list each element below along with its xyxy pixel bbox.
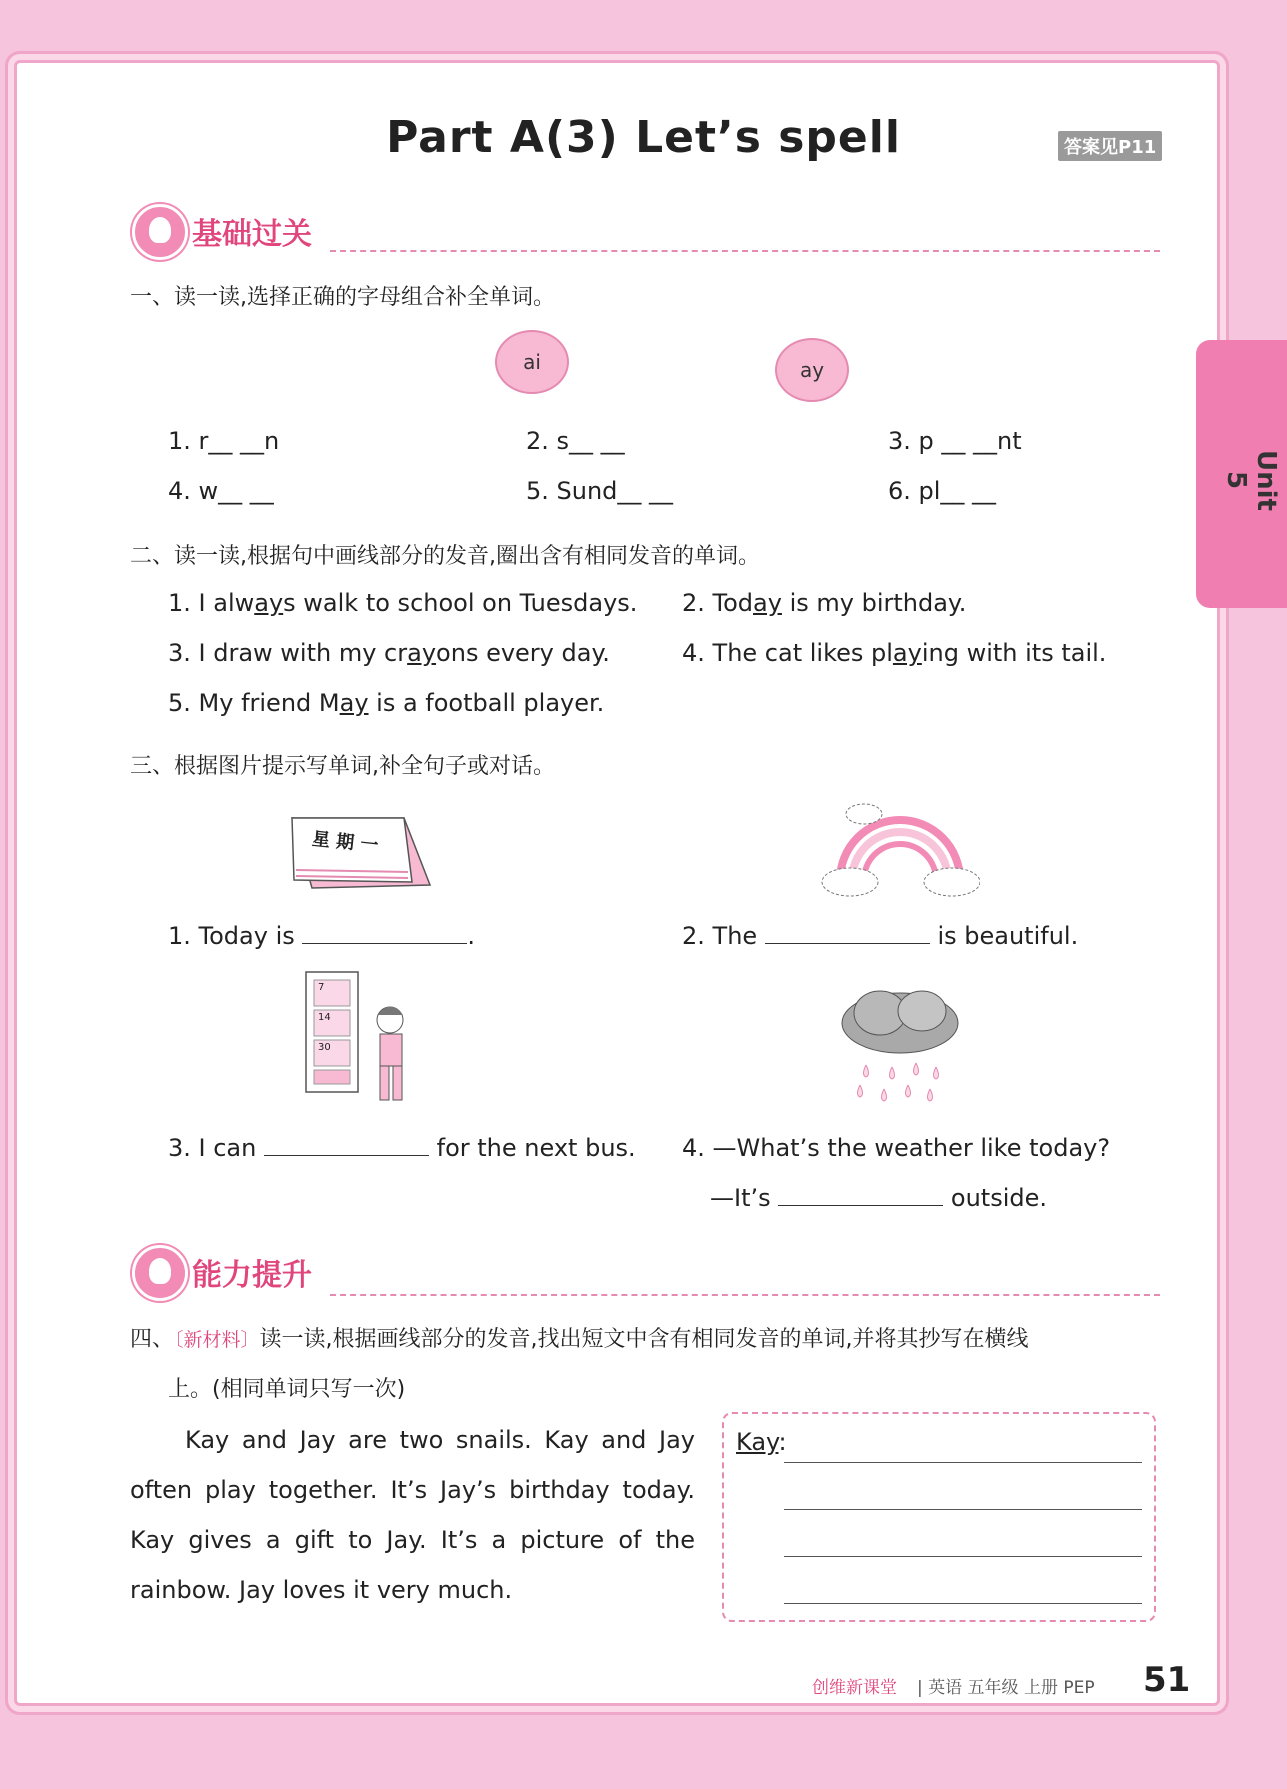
q2-prompt: 二、读一读,根据句中画线部分的发音,圈出含有相同发音的单词。 bbox=[130, 544, 760, 569]
q1-item-5[interactable]: 5. Sund__ __ bbox=[526, 477, 674, 505]
q3-1-blank[interactable] bbox=[302, 943, 467, 944]
q3-3-pre: 3. I can bbox=[168, 1134, 257, 1162]
unit-tab-label: Unit 5 bbox=[1221, 450, 1281, 511]
q2-s3-underline: ay bbox=[407, 639, 437, 667]
monkey-mascot-icon bbox=[132, 1245, 188, 1301]
q3-1-pre: 1. Today is bbox=[168, 922, 295, 950]
section-title-basic: 基础过关 bbox=[192, 217, 312, 252]
q1-item-6[interactable]: 6. pl__ __ bbox=[888, 477, 997, 505]
q2-sentence-2[interactable] bbox=[682, 589, 966, 617]
q3-4b-blank[interactable] bbox=[778, 1205, 943, 1206]
q1-item-1[interactable]: 1. r__ __n bbox=[168, 427, 280, 455]
q3-prompt: 三、根据图片提示写单词,补全句子或对话。 bbox=[130, 754, 555, 779]
timetable-num-1: 7 bbox=[318, 982, 325, 993]
section-divider bbox=[330, 250, 1160, 252]
q1-prompt: 一、读一读,选择正确的字母组合补全单词。 bbox=[130, 285, 555, 310]
snail-shell-ay: ay bbox=[775, 338, 849, 402]
unit-tab[interactable] bbox=[1196, 340, 1287, 608]
answer-line-2[interactable] bbox=[784, 1509, 1142, 1510]
q2-s1-underline: ay bbox=[254, 589, 284, 617]
q2-s4-underline: ay bbox=[892, 639, 922, 667]
q2-s3-pre: 3. I draw with my cr bbox=[168, 639, 408, 667]
q2-s5-underline: ay bbox=[339, 689, 369, 717]
calendar-text: 星 期 一 bbox=[310, 828, 380, 857]
q2-sentence-3[interactable] bbox=[168, 639, 610, 667]
answer-box-label-kay: Kay bbox=[736, 1428, 779, 1456]
page-title: Part A(3) Let’s spell bbox=[386, 112, 901, 163]
q3-1-post: . bbox=[467, 922, 476, 950]
q1-item-3[interactable]: 3. p __ __nt bbox=[888, 427, 1022, 455]
q3-2-post: is beautiful. bbox=[937, 922, 1079, 950]
q2-s3-post: ons every day. bbox=[436, 639, 610, 667]
section-title-advanced: 能力提升 bbox=[192, 1258, 312, 1293]
q4-prompt-text: 读一读,根据画线部分的发音,找出短文中含有相同发音的单词,并将其抄写在横线 bbox=[259, 1327, 1029, 1352]
q3-item-2[interactable] bbox=[682, 922, 1078, 950]
q3-3-post: for the next bus. bbox=[436, 1134, 636, 1162]
q3-4b-pre: —It’s bbox=[710, 1184, 771, 1212]
q3-2-pre: 2. The bbox=[682, 922, 758, 950]
footer-info: | 英语 五年级 上册 PEP bbox=[917, 1678, 1095, 1698]
q2-s1-pre: 1. I alw bbox=[168, 589, 255, 617]
q1-item-4[interactable]: 4. w__ __ bbox=[168, 477, 274, 505]
calendar-icon bbox=[282, 810, 432, 895]
page-number: 51 bbox=[1143, 1660, 1191, 1700]
q2-s1-post: s walk to school on Tuesdays. bbox=[283, 589, 638, 617]
reading-passage: Kay and Jay are two snails. Kay and Jay often play together. It’s Jay’s birthday today. Kay gives a gift to Jay. It’s a picture of the rainbow. Jay loves it very much. bbox=[130, 1426, 695, 1604]
answer-line-1[interactable] bbox=[784, 1462, 1142, 1463]
q2-s5-pre: 5. My friend M bbox=[168, 689, 340, 717]
answer-box-label-colon: : bbox=[778, 1428, 787, 1456]
q4-prefix: 四、 bbox=[130, 1327, 175, 1352]
snail-ai-icon bbox=[495, 330, 569, 394]
q3-3-blank[interactable] bbox=[264, 1155, 429, 1156]
q2-sentence-1[interactable] bbox=[168, 589, 637, 617]
q3-4b-post: outside. bbox=[950, 1184, 1048, 1212]
q1-item-2[interactable]: 2. s__ __ bbox=[526, 427, 625, 455]
q2-sentence-5[interactable] bbox=[168, 689, 604, 717]
q2-s2-pre: 2. Tod bbox=[682, 589, 754, 617]
q2-s4-pre: 4. The cat likes pl bbox=[682, 639, 893, 667]
answer-box-label bbox=[736, 1428, 787, 1456]
q2-sentence-4[interactable] bbox=[682, 639, 1106, 667]
bus-timetable-icon bbox=[304, 970, 414, 1110]
q3-item-1[interactable] bbox=[168, 922, 475, 950]
answer-box bbox=[722, 1412, 1156, 1622]
q4-prompt bbox=[130, 1322, 1029, 1353]
section-divider-2 bbox=[330, 1294, 1160, 1296]
answer-line-3[interactable] bbox=[784, 1556, 1142, 1557]
snail-ay-icon bbox=[775, 338, 849, 402]
timetable-num-3: 30 bbox=[318, 1042, 331, 1053]
footer-brand: 创维新课堂 bbox=[812, 1678, 897, 1698]
mascot-icon bbox=[132, 204, 188, 260]
q3-item-3[interactable] bbox=[168, 1134, 636, 1162]
q3-2-blank[interactable] bbox=[765, 943, 930, 944]
q3-item-4a: 4. —What’s the weather like today? bbox=[682, 1134, 1111, 1162]
answer-line-4[interactable] bbox=[784, 1603, 1142, 1604]
rainbow-icon bbox=[820, 800, 980, 904]
q2-s4-post: ing with its tail. bbox=[921, 639, 1107, 667]
q2-s5-post: is a football player. bbox=[368, 689, 605, 717]
q2-s2-post: is my birthday. bbox=[781, 589, 967, 617]
rain-cloud-icon bbox=[836, 985, 966, 1119]
q3-item-4b[interactable] bbox=[710, 1184, 1047, 1212]
q4-prompt-line2: 上。(相同单词只写一次) bbox=[168, 1377, 406, 1402]
snail-shell-ai: ai bbox=[495, 330, 569, 394]
timetable-num-2: 14 bbox=[318, 1012, 331, 1023]
answer-reference-badge: 答案见P11 bbox=[1058, 131, 1162, 161]
q2-s2-underline: ay bbox=[753, 589, 782, 617]
new-material-tag: 〔新材料〕 bbox=[174, 1329, 260, 1351]
